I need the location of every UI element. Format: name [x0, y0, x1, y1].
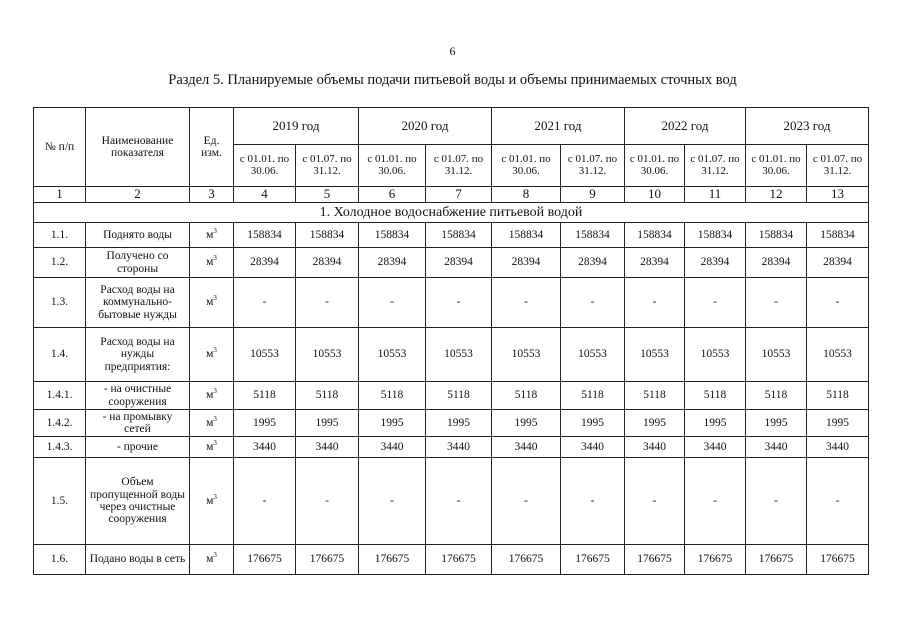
header-year: 2022 год: [625, 108, 746, 145]
value-cell: 1995: [492, 410, 561, 437]
value-cell: 3440: [807, 437, 869, 458]
value-cell: 10553: [296, 328, 359, 382]
row-unit: [190, 248, 234, 278]
value-cell: 176675: [359, 545, 426, 575]
value-cell: 176675: [746, 545, 807, 575]
value-cell: 176675: [685, 545, 746, 575]
value-cell: 176675: [561, 545, 625, 575]
row-unit: [190, 382, 234, 410]
unit-exponent: 3: [213, 387, 217, 396]
value-cell: -: [359, 278, 426, 328]
unit-base: м: [206, 494, 214, 507]
unit-exponent: 3: [213, 438, 217, 447]
row-indicator-name: - на очистные сооружения: [86, 382, 190, 410]
value-cell: 10553: [359, 328, 426, 382]
value-cell: 28394: [492, 248, 561, 278]
value-cell: 5118: [492, 382, 561, 410]
unit-base: м: [206, 348, 214, 361]
row-unit: [190, 278, 234, 328]
value-cell: 10553: [685, 328, 746, 382]
value-cell: 3440: [426, 437, 492, 458]
value-cell: 1995: [561, 410, 625, 437]
header-period: с 01.07. по 31.12.: [807, 145, 869, 187]
value-cell: 28394: [234, 248, 296, 278]
table-row: [34, 223, 869, 248]
value-cell: 28394: [625, 248, 685, 278]
header-period: с 01.07. по 31.12.: [426, 145, 492, 187]
unit-exponent: 3: [213, 492, 217, 501]
table-row: [34, 278, 869, 328]
value-cell: 28394: [561, 248, 625, 278]
value-cell: 1995: [625, 410, 685, 437]
value-cell: 1995: [685, 410, 746, 437]
value-cell: 1995: [234, 410, 296, 437]
value-cell: 5118: [807, 382, 869, 410]
row-unit: [190, 545, 234, 575]
value-cell: -: [234, 458, 296, 545]
value-cell: 10553: [492, 328, 561, 382]
row-unit: [190, 328, 234, 382]
row-number: 1.4.1.: [34, 382, 86, 410]
column-index: 5: [296, 187, 359, 203]
value-cell: 158834: [296, 223, 359, 248]
value-cell: 10553: [561, 328, 625, 382]
column-index: 1: [34, 187, 86, 203]
water-volume-table: [33, 107, 869, 575]
table-row: [34, 410, 869, 437]
header-period: с 01.07. по 31.12.: [685, 145, 746, 187]
value-cell: 176675: [492, 545, 561, 575]
header-period: с 01.01. по 30.06.: [234, 145, 296, 187]
value-cell: 28394: [359, 248, 426, 278]
value-cell: 3440: [296, 437, 359, 458]
value-cell: -: [426, 458, 492, 545]
header-name: Наименование показателя: [86, 108, 190, 187]
row-indicator-name: - прочие: [86, 437, 190, 458]
value-cell: 10553: [426, 328, 492, 382]
value-cell: 158834: [234, 223, 296, 248]
header-year: 2020 год: [359, 108, 492, 145]
page-title: Раздел 5. Планируемые объемы подачи питьевой воды и объемы принимаемых сточных вод: [168, 72, 737, 88]
unit-exponent: 3: [213, 414, 217, 423]
table-row: [34, 437, 869, 458]
unit-base: м: [206, 416, 214, 429]
value-cell: -: [685, 458, 746, 545]
value-cell: 3440: [492, 437, 561, 458]
table-row: [34, 382, 869, 410]
value-cell: 158834: [625, 223, 685, 248]
value-cell: 3440: [685, 437, 746, 458]
value-cell: 28394: [746, 248, 807, 278]
row-number: 1.4.2.: [34, 410, 86, 437]
row-indicator-name: Объем пропущенной воды через очистные сооружения: [86, 458, 190, 545]
value-cell: 5118: [234, 382, 296, 410]
page-number: 6: [449, 44, 456, 58]
value-cell: -: [807, 278, 869, 328]
row-indicator-name: Расход воды на нужды предприятия:: [86, 328, 190, 382]
value-cell: 176675: [234, 545, 296, 575]
value-cell: 3440: [746, 437, 807, 458]
value-cell: 28394: [296, 248, 359, 278]
value-cell: 10553: [746, 328, 807, 382]
column-index: 3: [190, 187, 234, 203]
unit-exponent: 3: [213, 346, 217, 355]
value-cell: 28394: [426, 248, 492, 278]
row-number: 1.6.: [34, 545, 86, 575]
row-number: 1.4.: [34, 328, 86, 382]
header-period: с 01.07. по 31.12.: [561, 145, 625, 187]
value-cell: 3440: [359, 437, 426, 458]
unit-base: м: [206, 256, 214, 269]
value-cell: 1995: [426, 410, 492, 437]
header-num: № п/п: [34, 108, 86, 187]
header-unit: Ед. изм.: [190, 108, 234, 187]
header-period: с 01.01. по 30.06.: [492, 145, 561, 187]
table-row: [34, 328, 869, 382]
header-row-years: [34, 108, 869, 145]
value-cell: -: [561, 458, 625, 545]
value-cell: -: [807, 458, 869, 545]
unit-exponent: 3: [213, 294, 217, 303]
column-index: 10: [625, 187, 685, 203]
value-cell: -: [492, 458, 561, 545]
row-indicator-name: Получено со стороны: [86, 248, 190, 278]
row-number: 1.1.: [34, 223, 86, 248]
column-index: 2: [86, 187, 190, 203]
value-cell: 5118: [296, 382, 359, 410]
value-cell: 3440: [234, 437, 296, 458]
value-cell: -: [561, 278, 625, 328]
unit-base: м: [206, 440, 214, 453]
unit-exponent: 3: [213, 254, 217, 263]
value-cell: 3440: [561, 437, 625, 458]
row-indicator-name: Подано воды в сеть: [86, 545, 190, 575]
value-cell: 158834: [685, 223, 746, 248]
value-cell: 176675: [296, 545, 359, 575]
value-cell: 176675: [625, 545, 685, 575]
unit-base: м: [206, 553, 214, 566]
value-cell: 176675: [807, 545, 869, 575]
header-period: с 01.01. по 30.06.: [746, 145, 807, 187]
column-index: 12: [746, 187, 807, 203]
header-year: 2021 год: [492, 108, 625, 145]
value-cell: 10553: [234, 328, 296, 382]
unit-base: м: [206, 389, 214, 402]
value-cell: 1995: [746, 410, 807, 437]
column-index: 13: [807, 187, 869, 203]
header-period: с 01.01. по 30.06.: [625, 145, 685, 187]
section-title: 1. Холодное водоснабжение питьевой водой: [34, 203, 869, 223]
table-row: [34, 248, 869, 278]
value-cell: -: [625, 278, 685, 328]
value-cell: 158834: [746, 223, 807, 248]
value-cell: 10553: [625, 328, 685, 382]
value-cell: 158834: [492, 223, 561, 248]
header-year: 2019 год: [234, 108, 359, 145]
value-cell: 28394: [807, 248, 869, 278]
section-row: [34, 203, 869, 223]
value-cell: -: [746, 278, 807, 328]
value-cell: 158834: [426, 223, 492, 248]
value-cell: -: [746, 458, 807, 545]
row-unit: [190, 458, 234, 545]
value-cell: 5118: [746, 382, 807, 410]
row-number: 1.3.: [34, 278, 86, 328]
value-cell: -: [234, 278, 296, 328]
value-cell: -: [426, 278, 492, 328]
value-cell: 3440: [625, 437, 685, 458]
column-index: 9: [561, 187, 625, 203]
value-cell: 176675: [426, 545, 492, 575]
value-cell: 1995: [807, 410, 869, 437]
value-cell: 1995: [296, 410, 359, 437]
value-cell: -: [359, 458, 426, 545]
row-unit: [190, 223, 234, 248]
row-number: 1.4.3.: [34, 437, 86, 458]
header-year: 2023 год: [746, 108, 869, 145]
value-cell: 5118: [561, 382, 625, 410]
column-index: 8: [492, 187, 561, 203]
value-cell: -: [296, 458, 359, 545]
unit-exponent: 3: [213, 226, 217, 235]
value-cell: -: [685, 278, 746, 328]
value-cell: 28394: [685, 248, 746, 278]
column-index-row: [34, 187, 869, 203]
value-cell: -: [296, 278, 359, 328]
row-unit: [190, 437, 234, 458]
value-cell: -: [625, 458, 685, 545]
value-cell: 158834: [807, 223, 869, 248]
row-unit: [190, 410, 234, 437]
header-period: с 01.01. по 30.06.: [359, 145, 426, 187]
row-indicator-name: - на промывку сетей: [86, 410, 190, 437]
value-cell: 158834: [359, 223, 426, 248]
value-cell: -: [492, 278, 561, 328]
value-cell: 158834: [561, 223, 625, 248]
value-cell: 10553: [807, 328, 869, 382]
table-row: [34, 545, 869, 575]
column-index: 4: [234, 187, 296, 203]
unit-exponent: 3: [213, 551, 217, 560]
value-cell: 5118: [359, 382, 426, 410]
row-number: 1.2.: [34, 248, 86, 278]
unit-base: м: [206, 296, 214, 309]
row-number: 1.5.: [34, 458, 86, 545]
unit-base: м: [206, 228, 214, 241]
header-period: с 01.07. по 31.12.: [296, 145, 359, 187]
value-cell: 5118: [625, 382, 685, 410]
table-row: [34, 458, 869, 545]
value-cell: 5118: [426, 382, 492, 410]
column-index: 11: [685, 187, 746, 203]
value-cell: 5118: [685, 382, 746, 410]
row-indicator-name: Расход воды на коммунально-бытовые нужды: [86, 278, 190, 328]
row-indicator-name: Поднято воды: [86, 223, 190, 248]
column-index: 7: [426, 187, 492, 203]
value-cell: 1995: [359, 410, 426, 437]
column-index: 6: [359, 187, 426, 203]
